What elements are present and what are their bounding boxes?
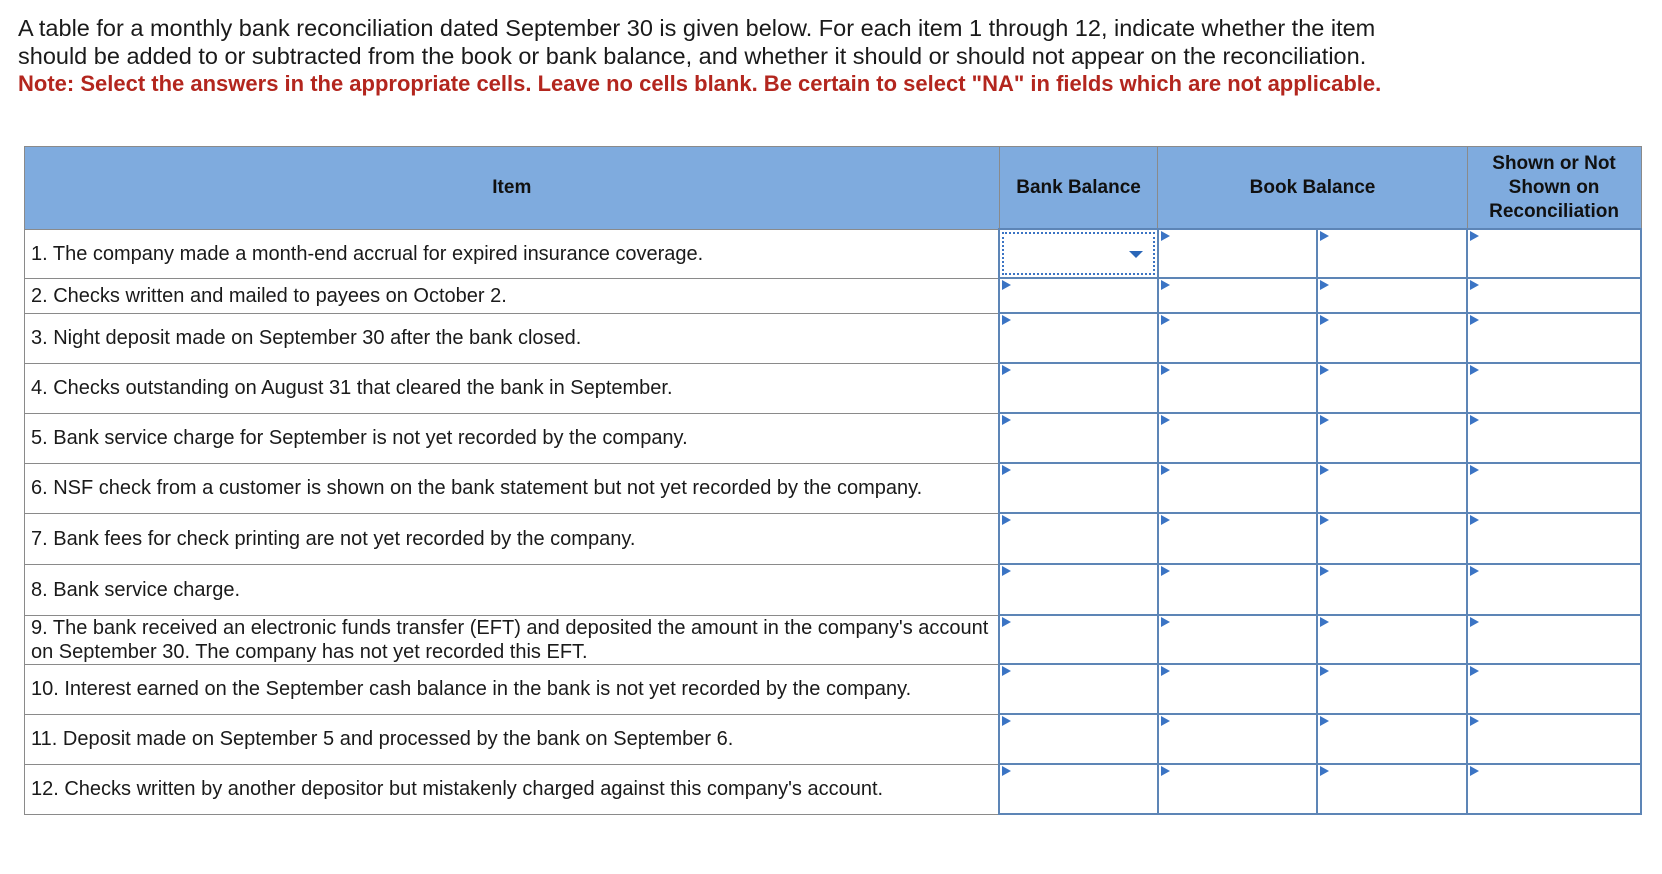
book-balance-select[interactable] [1158, 564, 1317, 615]
cell-indicator-icon [1002, 515, 1011, 525]
table-row [25, 714, 1642, 764]
chevron-down-icon[interactable] [1129, 251, 1143, 258]
book-balance-select[interactable] [1158, 513, 1317, 564]
item-description: 9. The bank received an electronic funds transfer (EFT) and deposited the amount in the company's account on September 30. The company has not yet recorded this EFT. [25, 615, 1000, 664]
cell-indicator-icon [1320, 231, 1329, 241]
cell-indicator-icon [1161, 666, 1170, 676]
cell-indicator-icon [1470, 566, 1479, 576]
book-balance-amount-select[interactable] [1317, 664, 1467, 714]
cell-indicator-icon [1320, 465, 1329, 475]
item-description: 3. Night deposit made on September 30 after the bank closed. [25, 313, 1000, 363]
table-row [25, 463, 1642, 513]
book-balance-select[interactable] [1158, 313, 1317, 363]
cell-indicator-icon [1320, 666, 1329, 676]
table-row [25, 413, 1642, 463]
cell-indicator-icon [1002, 415, 1011, 425]
shown-on-reconciliation-select[interactable] [1467, 714, 1641, 764]
header-shown-on-reconciliation [1467, 147, 1641, 230]
cell-indicator-icon [1002, 280, 1011, 290]
instructions-note: Note: Select the answers in the appropriate cells. Leave no cells blank. Be certain to select "NA" in fields which are not applicable. [18, 71, 1382, 96]
shown-on-reconciliation-select[interactable] [1467, 363, 1641, 413]
bank-balance-select[interactable] [999, 513, 1158, 564]
book-balance-select[interactable] [1158, 764, 1317, 814]
shown-on-reconciliation-select[interactable] [1467, 278, 1641, 313]
cell-indicator-icon [1161, 231, 1170, 241]
cell-indicator-icon [1002, 315, 1011, 325]
cell-indicator-icon [1002, 666, 1011, 676]
cell-indicator-icon [1470, 280, 1479, 290]
cell-indicator-icon [1470, 231, 1479, 241]
bank-balance-select[interactable] [999, 278, 1158, 313]
bank-balance-select[interactable] [999, 615, 1158, 664]
cell-indicator-icon [1002, 365, 1011, 375]
book-balance-amount-select[interactable] [1317, 463, 1467, 513]
bank-balance-select[interactable] [999, 363, 1158, 413]
instructions-line-1: A table for a monthly bank reconciliation dated September 30 is given below. For each item 1 through 12, indicate whether the item [18, 15, 1376, 41]
item-description: 4. Checks outstanding on August 31 that cleared the bank in September. [25, 363, 1000, 413]
shown-on-reconciliation-select[interactable] [1467, 313, 1641, 363]
table-row [25, 615, 1642, 664]
instructions-line-2: should be added to or subtracted from the book or bank balance, and whether it should or should not appear on the reconciliation. [18, 43, 1367, 69]
cell-indicator-icon [1161, 617, 1170, 627]
cell-indicator-icon [1320, 766, 1329, 776]
item-description: 6. NSF check from a customer is shown on the bank statement but not yet recorded by the company. [25, 463, 1000, 513]
shown-on-reconciliation-select[interactable] [1467, 615, 1641, 664]
book-balance-select[interactable] [1158, 714, 1317, 764]
bank-balance-select[interactable] [999, 764, 1158, 814]
cell-indicator-icon [1161, 566, 1170, 576]
table-row [25, 278, 1642, 313]
header-shown-line-3: Reconciliation [1489, 200, 1619, 222]
cell-indicator-icon [1320, 617, 1329, 627]
cell-indicator-icon [1161, 465, 1170, 475]
item-description: 8. Bank service charge. [25, 564, 1000, 615]
cell-indicator-icon [1002, 617, 1011, 627]
bank-balance-select[interactable] [999, 413, 1158, 463]
book-balance-amount-select[interactable] [1317, 229, 1467, 278]
cell-indicator-icon [1470, 766, 1479, 776]
book-balance-amount-select[interactable] [1317, 615, 1467, 664]
cell-indicator-icon [1470, 666, 1479, 676]
cell-indicator-icon [1470, 716, 1479, 726]
cell-indicator-icon [1320, 315, 1329, 325]
cell-indicator-icon [1320, 415, 1329, 425]
book-balance-select[interactable] [1158, 463, 1317, 513]
cell-indicator-icon [1320, 515, 1329, 525]
table-row [25, 363, 1642, 413]
shown-on-reconciliation-select[interactable] [1467, 564, 1641, 615]
cell-indicator-icon [1320, 566, 1329, 576]
book-balance-amount-select[interactable] [1317, 313, 1467, 363]
bank-balance-select[interactable] [999, 229, 1158, 278]
book-balance-select[interactable] [1158, 413, 1317, 463]
book-balance-select[interactable] [1158, 615, 1317, 664]
cell-indicator-icon [1470, 415, 1479, 425]
header-book-balance: Book Balance [1158, 147, 1467, 230]
book-balance-select[interactable] [1158, 278, 1317, 313]
shown-on-reconciliation-select[interactable] [1467, 764, 1641, 814]
table-row [25, 513, 1642, 564]
cell-indicator-icon [1470, 617, 1479, 627]
cell-indicator-icon [1002, 766, 1011, 776]
cell-indicator-icon [1161, 766, 1170, 776]
table-row [25, 664, 1642, 714]
header-item: Item [25, 147, 1000, 230]
book-balance-amount-select[interactable] [1317, 413, 1467, 463]
cell-indicator-icon [1161, 515, 1170, 525]
reconciliation-table [24, 146, 1642, 815]
cell-indicator-icon [1470, 315, 1479, 325]
item-description: 5. Bank service charge for September is not yet recorded by the company. [25, 413, 1000, 463]
cell-indicator-icon [1161, 315, 1170, 325]
cell-indicator-icon [1320, 716, 1329, 726]
book-balance-select[interactable] [1158, 229, 1317, 278]
book-balance-amount-select[interactable] [1317, 278, 1467, 313]
table-row [25, 564, 1642, 615]
item-description: 11. Deposit made on September 5 and processed by the bank on September 6. [25, 714, 1000, 764]
cell-indicator-icon [1002, 566, 1011, 576]
item-description: 2. Checks written and mailed to payees on October 2. [25, 278, 1000, 313]
cell-indicator-icon [1161, 280, 1170, 290]
book-balance-select[interactable] [1158, 363, 1317, 413]
shown-on-reconciliation-select[interactable] [1467, 664, 1641, 714]
cell-indicator-icon [1470, 515, 1479, 525]
shown-on-reconciliation-select[interactable] [1467, 229, 1641, 278]
book-balance-select[interactable] [1158, 664, 1317, 714]
book-balance-amount-select[interactable] [1317, 363, 1467, 413]
cell-indicator-icon [1002, 716, 1011, 726]
header-bank-balance: Bank Balance [999, 147, 1158, 230]
cell-indicator-icon [1470, 365, 1479, 375]
header-shown-line-1: Shown or Not [1492, 152, 1616, 174]
bank-balance-select[interactable] [999, 463, 1158, 513]
cell-indicator-icon [1161, 716, 1170, 726]
table-row [25, 313, 1642, 363]
cell-indicator-icon [1320, 365, 1329, 375]
table-row [25, 764, 1642, 814]
book-balance-amount-select[interactable] [1317, 513, 1467, 564]
book-balance-amount-select[interactable] [1317, 764, 1467, 814]
book-balance-amount-select[interactable] [1317, 714, 1467, 764]
table-header-row [25, 147, 1642, 230]
cell-indicator-icon [1161, 415, 1170, 425]
item-description: 1. The company made a month-end accrual for expired insurance coverage. [25, 229, 1000, 278]
cell-indicator-icon [1470, 465, 1479, 475]
cell-indicator-icon [1002, 465, 1011, 475]
bank-balance-select[interactable] [999, 313, 1158, 363]
cell-indicator-icon [1161, 365, 1170, 375]
shown-on-reconciliation-select[interactable] [1467, 513, 1641, 564]
bank-balance-select[interactable] [999, 664, 1158, 714]
item-description: 12. Checks written by another depositor but mistakenly charged against this company's account. [25, 764, 1000, 814]
book-balance-amount-select[interactable] [1317, 564, 1467, 615]
bank-balance-select[interactable] [999, 714, 1158, 764]
bank-balance-select[interactable] [999, 564, 1158, 615]
instructions [18, 14, 1638, 98]
header-shown-line-2: Shown on [1508, 176, 1600, 198]
cell-indicator-icon [1320, 280, 1329, 290]
item-description: 7. Bank fees for check printing are not yet recorded by the company. [25, 513, 1000, 564]
item-description: 10. Interest earned on the September cash balance in the bank is not yet recorded by the company. [25, 664, 1000, 714]
table-row [25, 229, 1642, 278]
shown-on-reconciliation-select[interactable] [1467, 463, 1641, 513]
shown-on-reconciliation-select[interactable] [1467, 413, 1641, 463]
